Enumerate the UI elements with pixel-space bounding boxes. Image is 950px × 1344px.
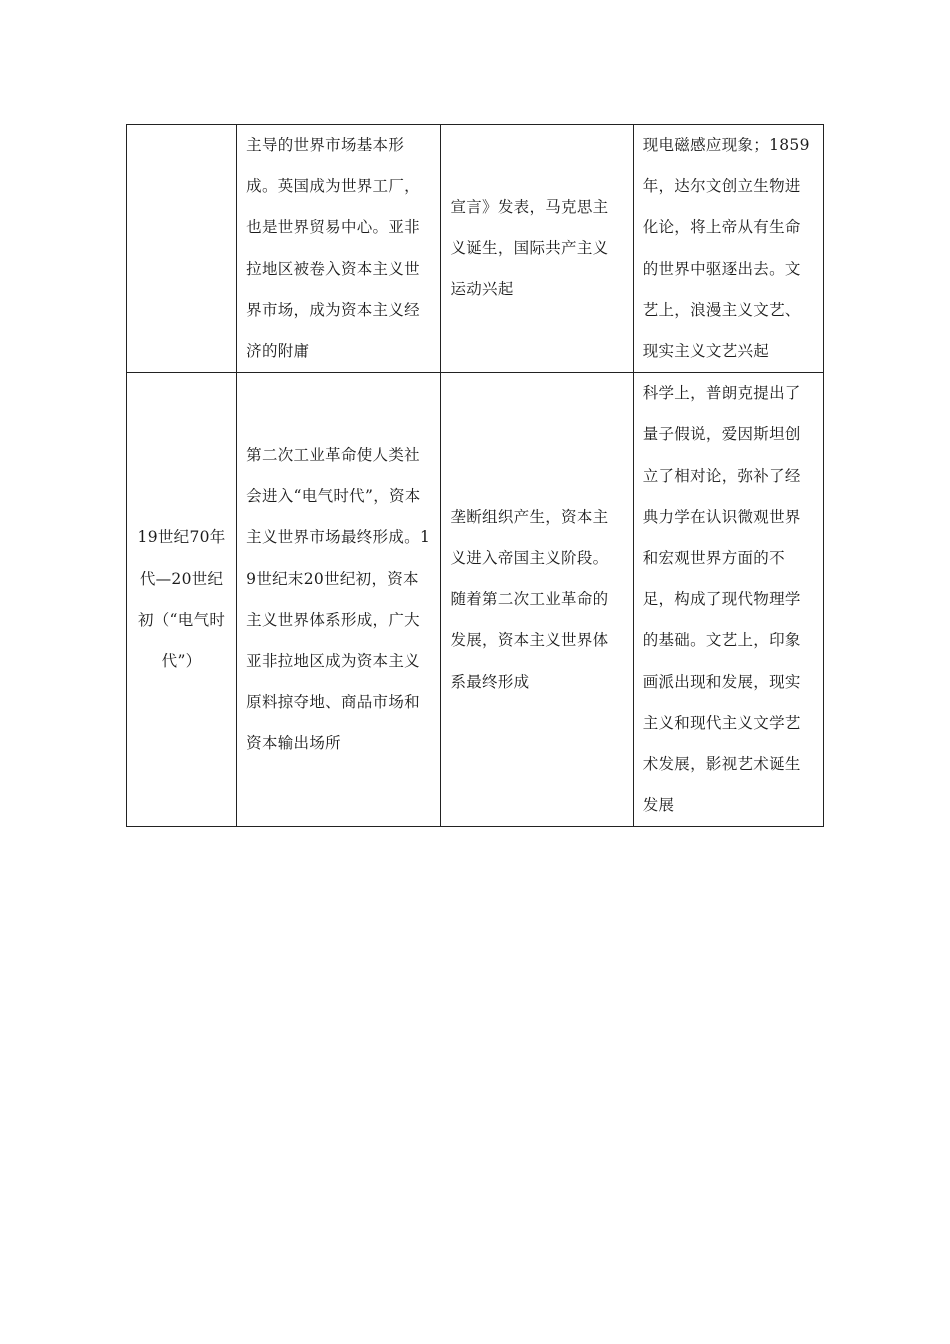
politics-text: 宣言》发表，马克思主义诞生，国际共产主义运动兴起 — [450, 197, 609, 299]
economy-text: 主导的世界市场基本形成。英国成为世界工厂，也是世界贸易中心。亚非拉地区被卷入资本主义世界市场，成为资本主义经济的附庸 — [246, 136, 420, 361]
politics-cell — [441, 373, 633, 827]
culture-text: 现电磁感应现象；1859年，达尔文创立生物进化论，将上帝从有生命的世界中驱逐出去。文艺上，浪漫主义文艺、现实主义文艺兴起 — [642, 136, 810, 361]
period-cell — [127, 125, 237, 373]
period-cell — [127, 373, 237, 827]
culture-cell — [633, 373, 823, 827]
politics-cell — [441, 125, 633, 373]
economy-cell — [237, 373, 441, 827]
economy-text: 第二次工业革命使人类社会进入“电气时代”，资本主义世界市场最终形成。19世纪末20世纪初，资本主义世界体系形成，广大亚非拉地区成为资本主义原料掠夺地、商品市场和资本输出场所 — [246, 446, 431, 753]
history-table — [126, 124, 824, 827]
culture-cell — [633, 125, 823, 373]
politics-text: 垄断组织产生，资本主义进入帝国主义阶段。随着第二次工业革命的发展，资本主义世界体系最终形成 — [450, 507, 609, 691]
period-text: 19世纪70年代—20世纪初（“电气时代”） — [137, 528, 226, 671]
culture-text: 科学上，普朗克提出了量子假说，爱因斯坦创立了相对论，弥补了经典力学在认识微观世界和宏观世界方面的不足，构成了现代物理学的基础。文艺上，印象画派出现和发展，现实主义和现代主义文学艺术发展，影视艺术诞生发展 — [642, 384, 801, 815]
economy-cell — [237, 125, 441, 373]
table-row — [127, 125, 824, 373]
table-row — [127, 373, 824, 827]
